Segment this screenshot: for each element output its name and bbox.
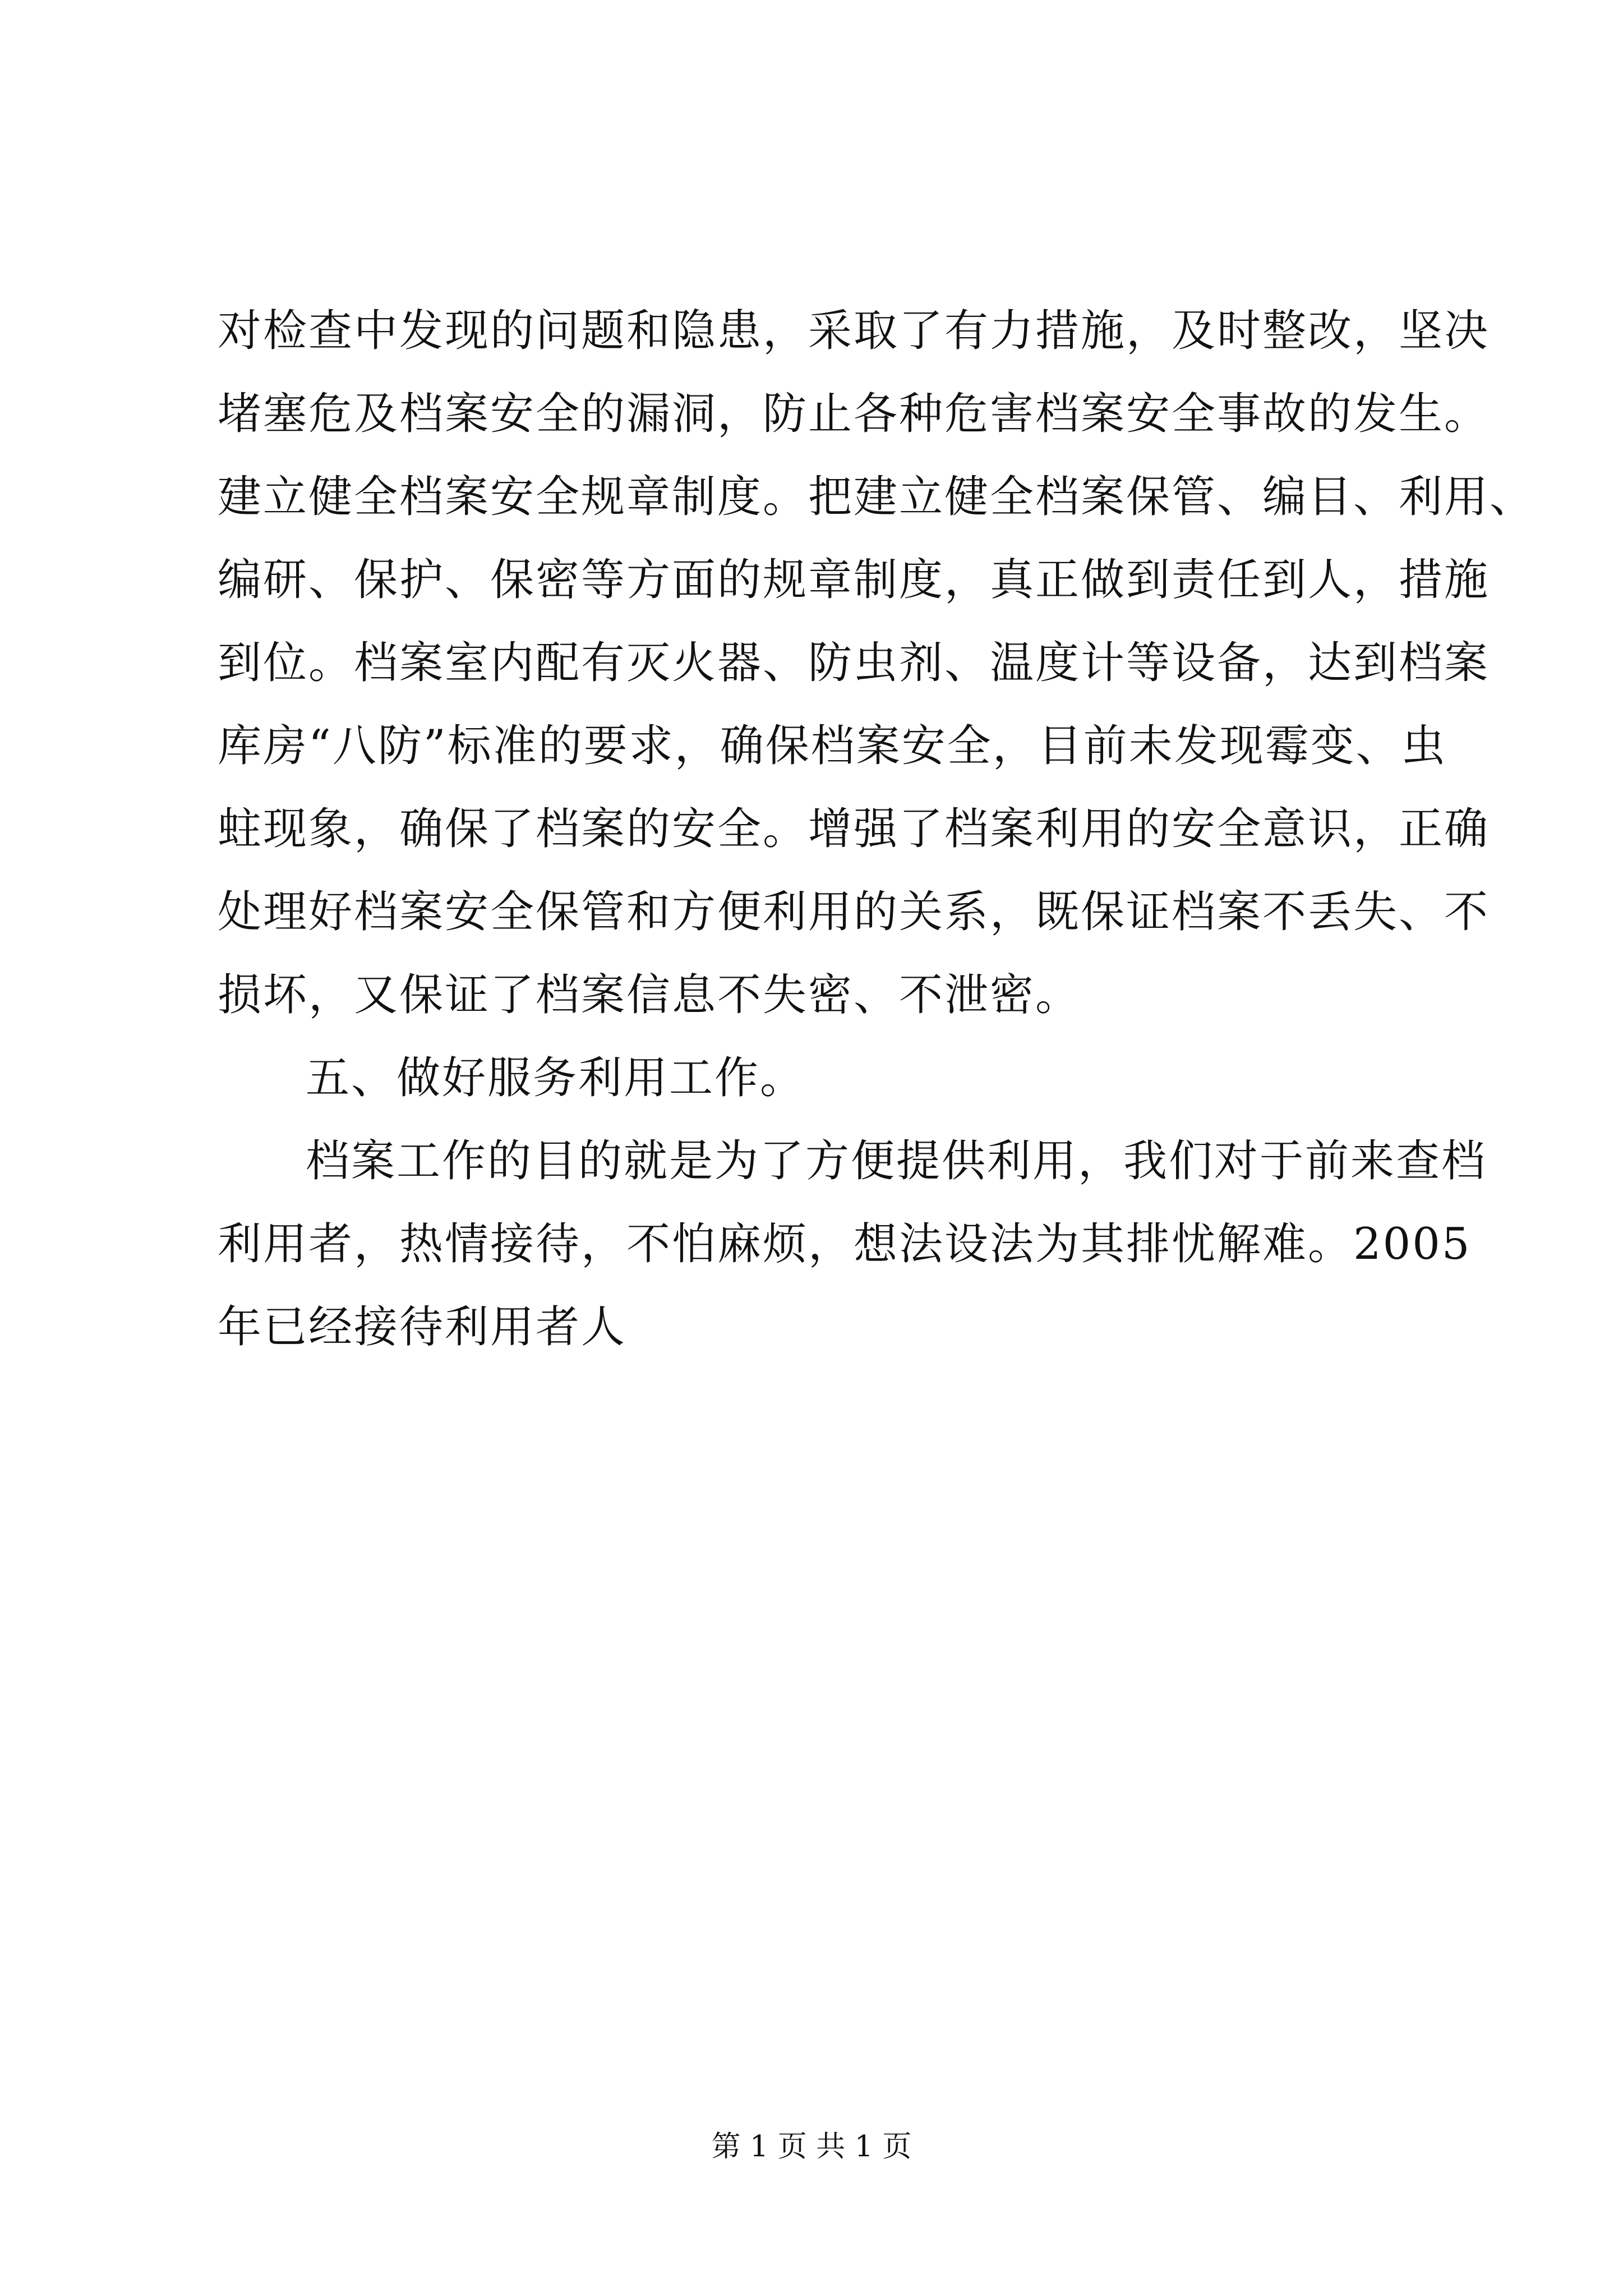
paragraph-line: 建立健全档案安全规章制度。把建立健全档案保管、编目、利用、 xyxy=(218,472,1536,522)
paragraph-line: 档案工作的目的就是为了方便提供利用，我们对于前来查档 xyxy=(306,1136,1487,1186)
paragraph-line: 年已经接待利用者人 xyxy=(218,1302,627,1352)
page-number-footer: 第 1 页 共 1 页 xyxy=(711,2130,912,2164)
section-heading: 五、做好服务利用工作。 xyxy=(306,1053,806,1103)
paragraph-line: 库房“八防”标准的要求，确保档案安全，目前未发现霉变、虫 xyxy=(218,721,1447,771)
paragraph-line: 处理好档案安全保管和方便利用的关系，既保证档案不丢失、不 xyxy=(218,887,1490,937)
paragraph-line: 编研、保护、保密等方面的规章制度，真正做到责任到人，措施 xyxy=(218,555,1490,605)
paragraph-line: 损坏，又保证了档案信息不失密、不泄密。 xyxy=(218,970,1081,1020)
paragraph-line: 堵塞危及档案安全的漏洞，防止各种危害档案安全事故的发生。 xyxy=(218,389,1490,439)
paragraph-line: 利用者，热情接待，不怕麻烦，想法设法为其排忧解难。2005 xyxy=(218,1219,1472,1269)
paragraph-line: 到位。档案室内配有灭火器、防虫剂、温度计等设备，达到档案 xyxy=(218,638,1490,688)
paragraph-line: 对检查中发现的问题和隐患，采取了有力措施，及时整改，坚决 xyxy=(218,306,1490,356)
paragraph-line: 蛀现象，确保了档案的安全。增强了档案利用的安全意识，正确 xyxy=(218,804,1490,854)
